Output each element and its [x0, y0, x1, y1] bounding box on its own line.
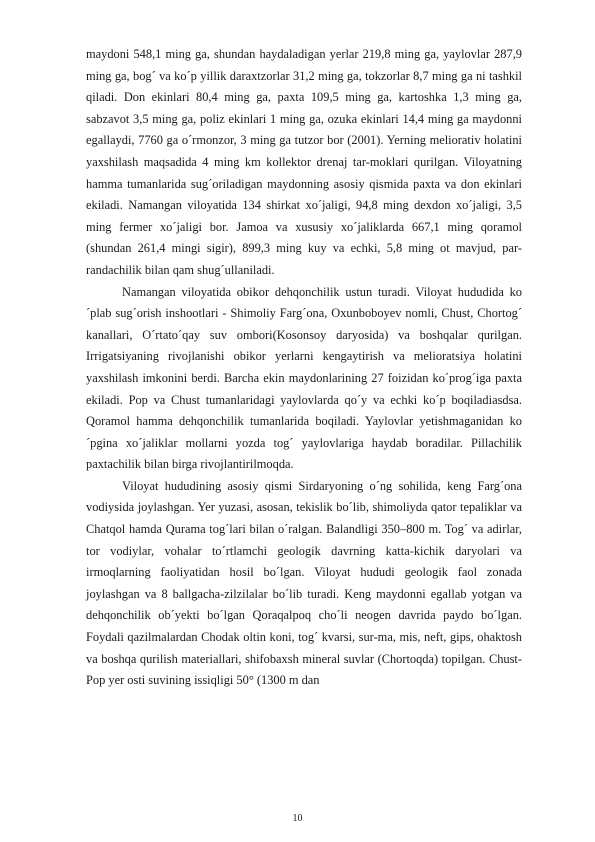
paragraph-irrigation: Namangan viloyatida obikor dehqonchilik ustun turadi. Viloyat hududida ko´plab sug´orish inshootlari - Shimoliy Farg´ona, Oxunboboyev nomli, Chust, Chortog´ kanallari, O´rtato´qay suv ombori(Kosonsoy daryosida) va boshqalar qurilgan. Irrigatsiyaning rivojlanishi obikor yerlarni kengaytirish va melioratsiya holatini yaxshilash imkonini berdi. Barcha ekin maydonlarining 27 foizidan ko´prog´iga paxta ekiladi. Pop va Chust tumanlaridagi yaylovlarda qo´y va echki ko´p boqiladiasdsa. Qoramol hamma dehqonchilik tumanlarida boqiladi. Yaylovlar yetishmaganidan ko´pgina xo´jaliklar mollarni yozda tog´ yaylovlariga haydab boradilar. Pillachilik paxtachilik bilan birga rivojlantirilmoqda.	[86, 284, 522, 472]
page-number: 10	[292, 813, 303, 824]
document-page	[86, 44, 522, 692]
paragraph-geography: Viloyat hududining asosiy qismi Sirdaryoning o´ng sohilida, keng Farg´ona vodiysida joylashgan. Yer yuzasi, asosan, tekislik bo´lib, shimoliyda qator tepaliklar va Chatqol hamda Qurama tog´lari bilan o´ralgan. Balandligi 350–800 m. Tog´ va adirlar, tor vodiylar, vohalar to´rtlamchi geologik davrning katta-kichik daryolari va irmoqlarning faoliyatidan hosil bo´lgan. Viloyat hududi geologik faol zonada joylashgan va 8 ballgacha-zilzilalar bo´lib turadi. Keng maydonni egallab yotgan va dehqonchilik ob´yekti bo´lgan Qoraqalpoq cho´li neogen davrida paydo bo´lgan. Foydali qazilmalardan Chodak oltin koni, tog´ kvarsi, sur-ma, mis, neft, gips, ohaktosh va boshqa qurilish materiallari, shifobaxsh mineral suvlar (Chortoqda) topilgan. Chust-Pop yer osti suvining issiqligi 50° (1300 m dan	[86, 478, 522, 688]
paragraph-land-use: maydoni 548,1 ming ga, shundan haydaladigan yerlar 219,8 ming ga, yaylovlar 287,9 ming ga, bog´ va ko´p yillik daraxtzorlar 31,2 ming ga, tokzorlar 8,7 ming ga ni tashkil qiladi. Don ekinlari 80,4 ming ga, paxta 109,5 ming ga, kartoshka 1,3 ming ga, sabzavot 3,5 ming ga, poliz ekinlari 1 ming ga, ozuka ekinlari 14,4 ming ga maydonni egallaydi, 7760 ga o´rmonzor, 3 ming ga tutzor bor (2001). Yerning meliorativ holatini yaxshilash maqsadida 4 ming km kollektor drenaj tar-moklari qurilgan. Viloyatning hamma tumanlarida sug´oriladigan maydonning asosiy qismida paxta va don ekinlari ekiladi. Namangan viloyatida 134 shirkat xo´jaligi, 94,8 ming dexdon xo´jaligi, 3,5 ming fermer xo´jaligi bor. Jamoa va xususiy xo´jaliklarda 667,1 ming qoramol (shundan 261,4 mingi sigir), 899,3 ming kuy va echki, 5,8 ming ot mavjud, par-randachilik bilan qam shug´ullaniladi.	[86, 47, 522, 277]
